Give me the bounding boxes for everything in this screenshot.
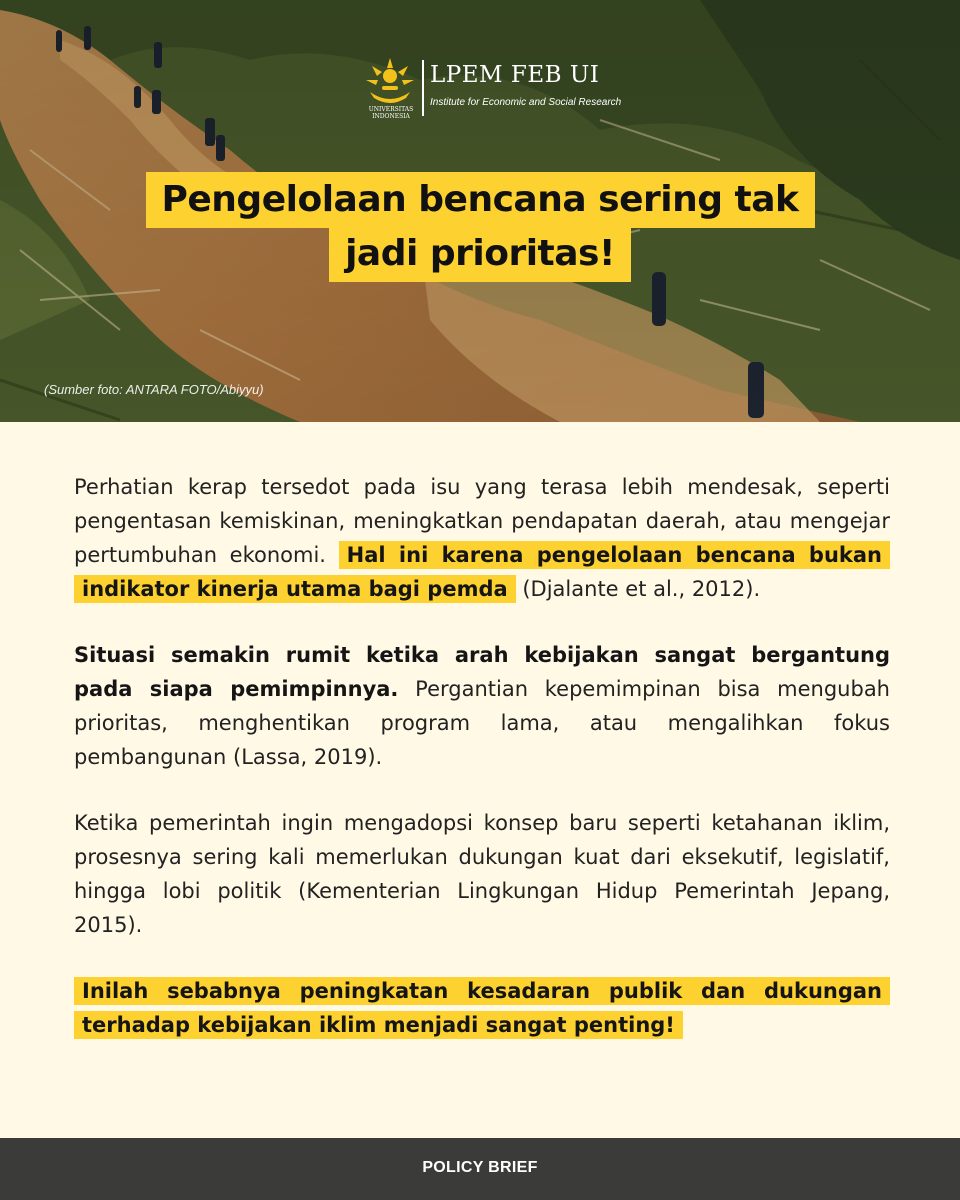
paragraph-2 bbox=[74, 638, 890, 774]
headline bbox=[0, 172, 960, 282]
paragraph-1-highlight: Hal ini karena pengelolaan bencana bukan indikator kinerja utama bagi pemda bbox=[74, 541, 890, 603]
paragraph-3-text: Ketika pemerintah ingin mengadopsi konsep baru seperti ketahanan iklim, prosesnya sering kali memerlukan dukungan kuat dari eksekutif, legislatif, hingga lobi politik (Kementerian Lingkungan Hidup Pemerintah Jepang, 2015). bbox=[74, 811, 890, 937]
closing-statement bbox=[74, 974, 890, 1042]
university-name: UNIVERSITAS INDONESIA bbox=[368, 106, 414, 120]
paragraph-2-text: Pergantian kepemimpinan bisa mengubah prioritas, menghentikan program lama, atau mengalihkan fokus pembangunan (Lassa, 2019). bbox=[74, 677, 890, 769]
article-body bbox=[74, 470, 890, 1074]
brand-name: LPEM FEB UI bbox=[430, 62, 600, 88]
paragraph-1-citation: (Djalante et al., 2012). bbox=[522, 577, 761, 601]
footer-label: POLICY BRIEF bbox=[422, 1159, 538, 1176]
paragraph-1-text: Perhatian kerap tersedot pada isu yang terasa lebih mendesak, seperti pengentasan kemiskinan, meningkatkan pendapatan daerah, atau mengejar pertumbuhan ekonomi. bbox=[74, 475, 890, 567]
photo-credit: (Sumber foto: ANTARA FOTO/Abiyyu) bbox=[44, 382, 264, 397]
footer-bar bbox=[0, 1138, 960, 1200]
logo-divider bbox=[422, 60, 424, 116]
hero-photo-section bbox=[0, 0, 960, 422]
brand-subtitle: Institute for Economic and Social Research bbox=[430, 97, 622, 108]
headline-line-2: jadi prioritas! bbox=[329, 226, 631, 282]
paragraph-2-bold: Situasi semakin rumit ketika arah kebijakan sangat bergantung pada siapa pemimpinnya. bbox=[74, 643, 890, 701]
paragraph-1 bbox=[74, 470, 890, 606]
closing-highlight: Inilah sebabnya peningkatan kesadaran publik dan dukungan terhadap kebijakan iklim menjadi sangat penting! bbox=[74, 977, 890, 1039]
lpem-logo bbox=[362, 54, 622, 124]
headline-line-1: Pengelolaan bencana sering tak bbox=[146, 172, 815, 228]
paragraph-3 bbox=[74, 806, 890, 942]
